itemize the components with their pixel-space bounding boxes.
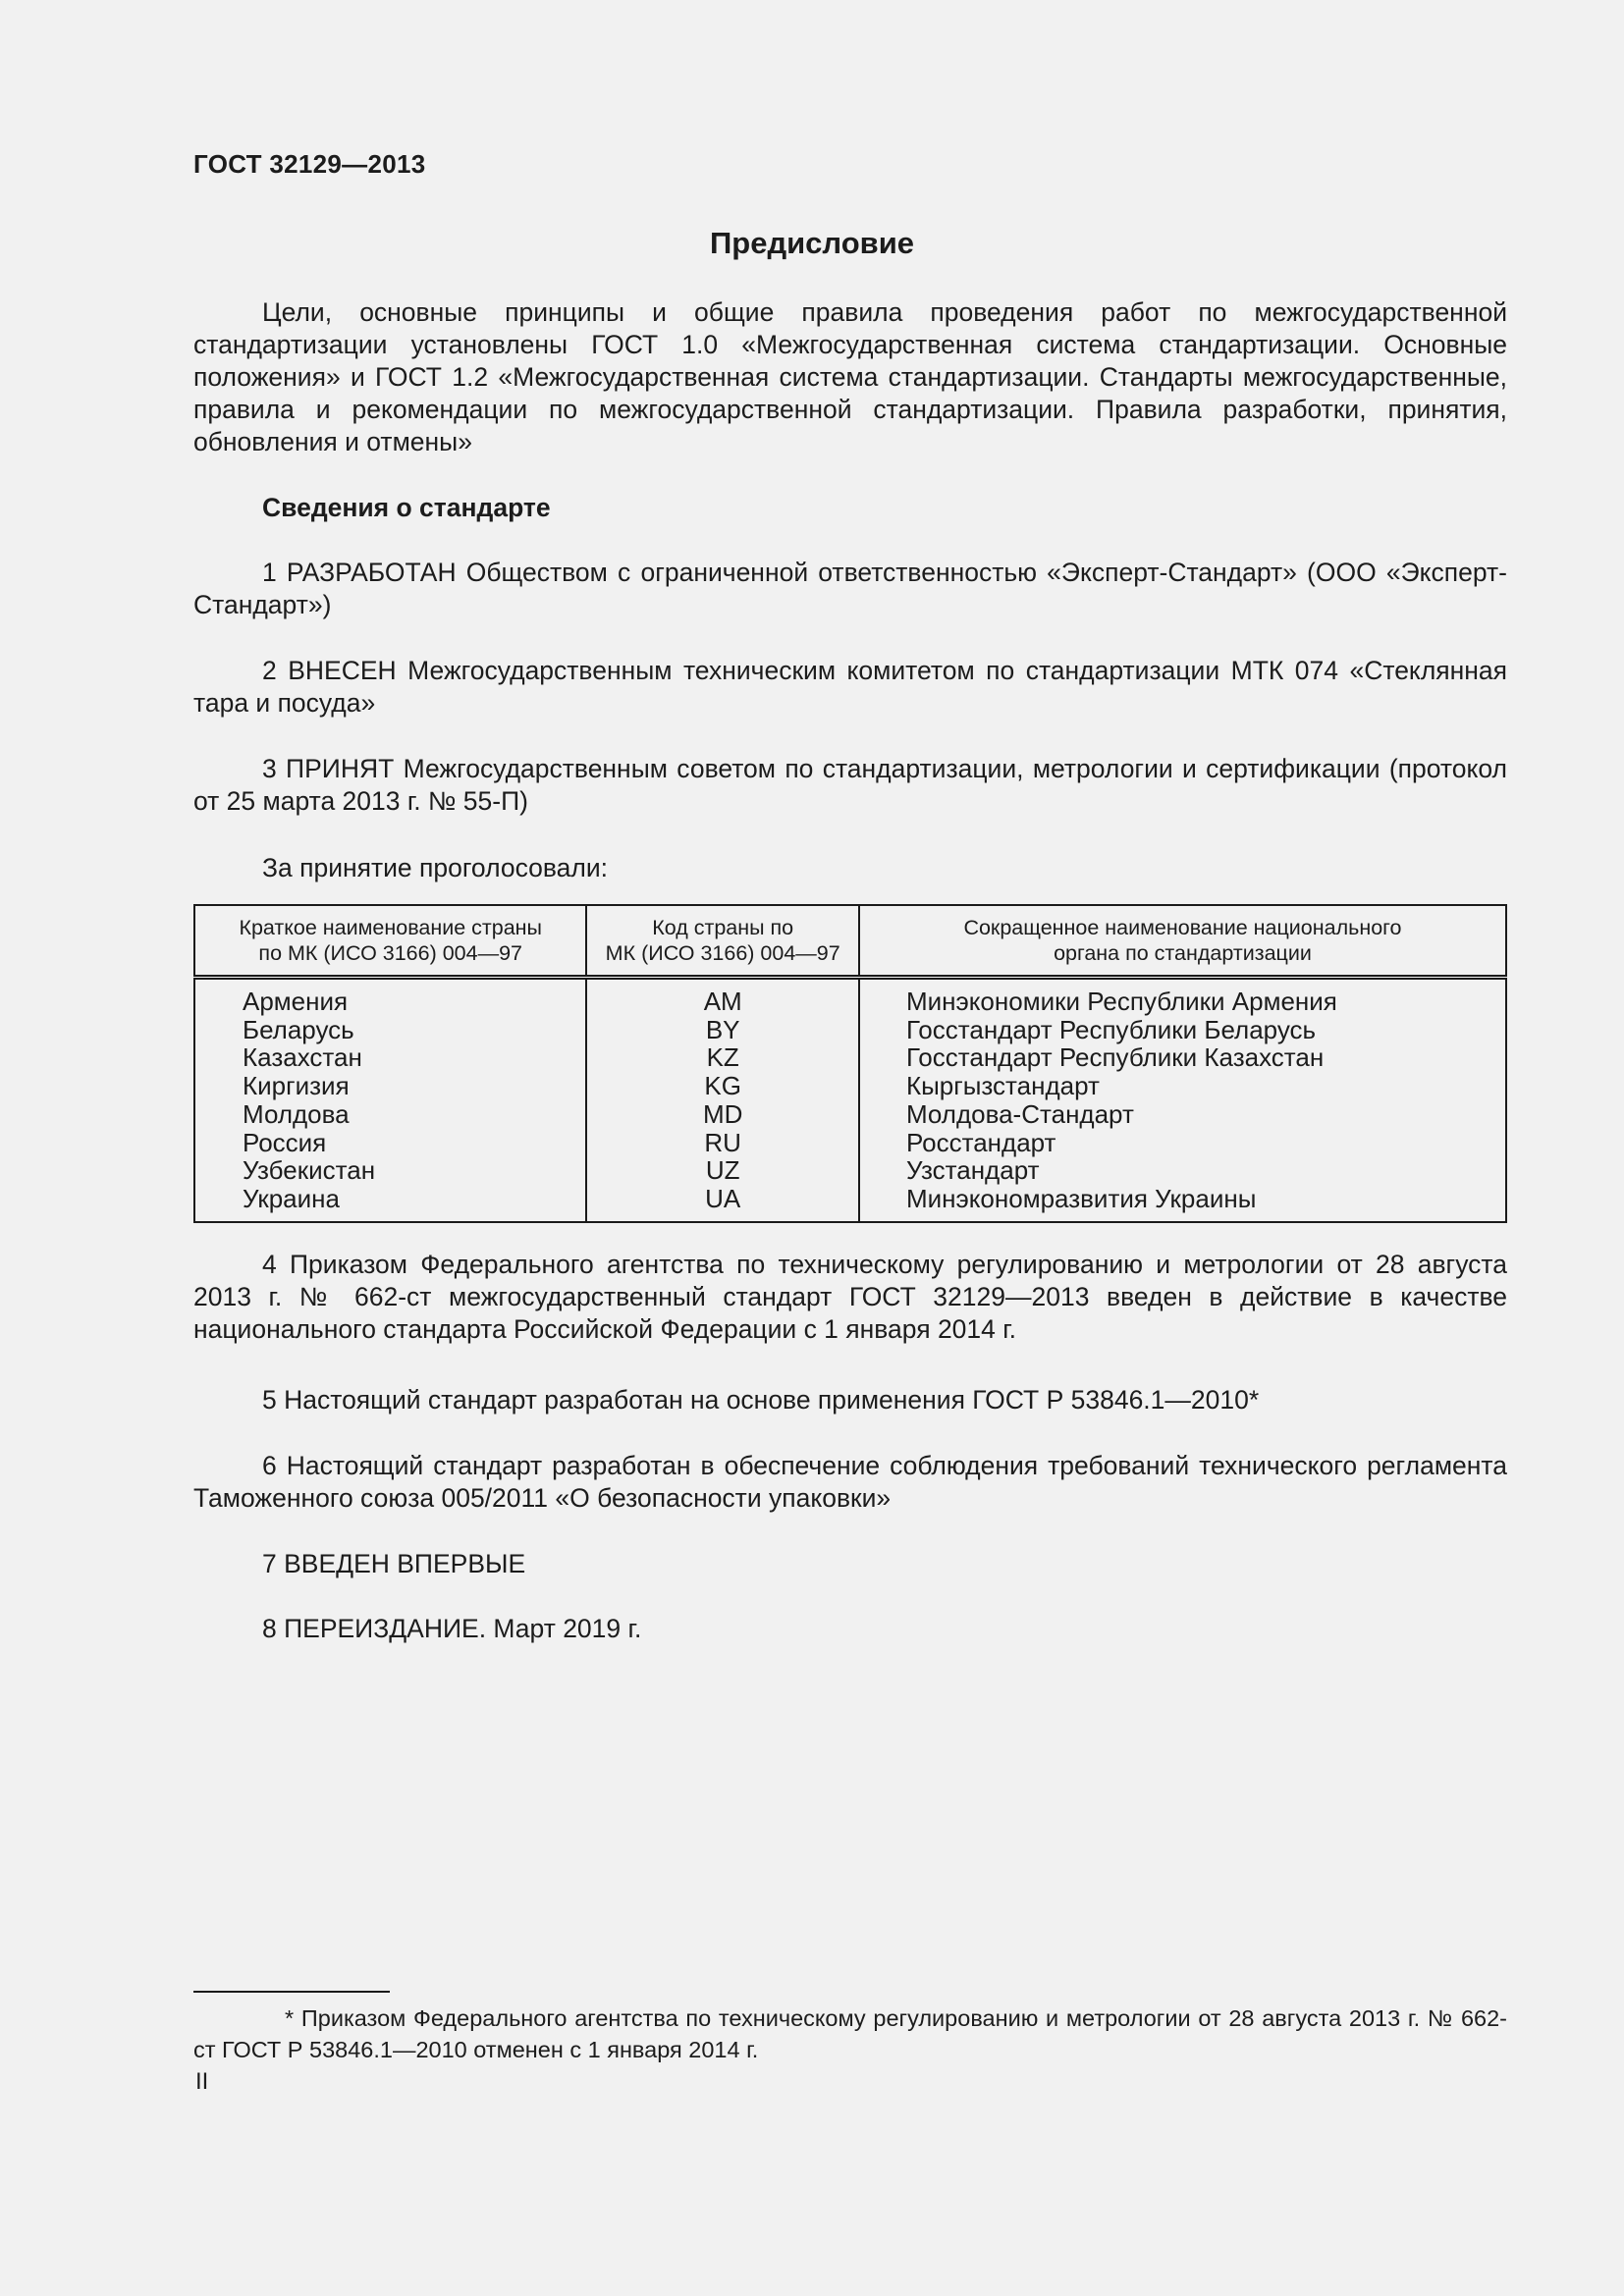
- header-code-line-2: МК (ИСО 3166) 004—97: [605, 941, 840, 965]
- country-cell: Узбекистан: [194, 1156, 586, 1185]
- item-6-block: [193, 1450, 1507, 1515]
- section-subheading: Сведения о стандарте: [262, 493, 551, 522]
- table-row: [194, 1016, 1506, 1044]
- subheading-block: [193, 492, 1507, 524]
- table-header-row: [194, 905, 1506, 978]
- footnote-divider: [193, 1991, 390, 1993]
- item-2-block: [193, 655, 1507, 720]
- vote-label: За принятие проголосовали:: [262, 853, 609, 882]
- item-8: 8 ПЕРЕИЗДАНИЕ. Март 2019 г.: [262, 1614, 642, 1643]
- table-row: [194, 978, 1506, 1016]
- code-cell: KZ: [586, 1043, 859, 1072]
- country-cell: Россия: [194, 1129, 586, 1157]
- vote-label-block: [193, 852, 1507, 884]
- code-cell: BY: [586, 1016, 859, 1044]
- code-cell: UA: [586, 1185, 859, 1222]
- item-4-block: [193, 1249, 1507, 1346]
- code-cell: KG: [586, 1072, 859, 1100]
- country-cell: Киргизия: [194, 1072, 586, 1100]
- intro-block: [193, 296, 1507, 458]
- item-1: 1 РАЗРАБОТАН Обществом с ограниченной ответственностью «Эксперт-Стандарт» (ООО «Эксперт-Стандарт»): [193, 558, 1507, 619]
- code-cell: RU: [586, 1129, 859, 1157]
- country-cell: Беларусь: [194, 1016, 586, 1044]
- code-cell: UZ: [586, 1156, 859, 1185]
- body-cell: Молдова-Стандарт: [859, 1100, 1506, 1129]
- item-7-block: [193, 1548, 1507, 1580]
- page-title: Предисловие: [709, 226, 914, 260]
- body-cell: Узстандарт: [859, 1156, 1506, 1185]
- document-header: ГОСТ 32129—2013: [193, 149, 426, 179]
- table-row: [194, 1100, 1506, 1129]
- member-states-table: [193, 904, 1507, 1223]
- item-1-block: [193, 557, 1507, 621]
- body-cell: Госстандарт Республики Беларусь: [859, 1016, 1506, 1044]
- body-cell: Госстандарт Республики Казахстан: [859, 1043, 1506, 1072]
- country-cell: Казахстан: [194, 1043, 586, 1072]
- table-row: [194, 1129, 1506, 1157]
- country-cell: Молдова: [194, 1100, 586, 1129]
- item-3-block: [193, 753, 1507, 818]
- item-5: 5 Настоящий стандарт разработан на основе применения ГОСТ Р 53846.1—2010*: [262, 1385, 1260, 1415]
- header-body-line-1: Сокращенное наименование национального: [963, 916, 1402, 939]
- footnote: * Приказом Федерального агентства по техническому регулированию и метрологии от 28 августа 2013 г. № 662-ст ГОСТ Р 53846.1—2010 отменен с 1 января 2014 г.: [193, 2005, 1507, 2062]
- header-body: [859, 905, 1506, 978]
- body-cell: Росстандарт: [859, 1129, 1506, 1157]
- table-row: [194, 1185, 1506, 1222]
- header-body-line-2: органа по стандартизации: [1054, 941, 1312, 965]
- table-row: [194, 1072, 1506, 1100]
- header-code-line-1: Код страны по: [652, 916, 794, 939]
- body-cell: Минэкономики Республики Армения: [859, 978, 1506, 1016]
- code-cell: MD: [586, 1100, 859, 1129]
- item-4: 4 Приказом Федерального агентства по техническому регулированию и метрологии от 28 августа 2013 г. № 662-ст межгосударственный стандарт ГОСТ 32129—2013 введен в действие в качестве национального стандарта Российской Федерации с 1 января 2014 г.: [193, 1250, 1507, 1344]
- item-3: 3 ПРИНЯТ Межгосударственным советом по стандартизации, метрологии и сертификации (протокол от 25 марта 2013 г. № 55-П): [193, 754, 1507, 816]
- code-cell: AM: [586, 978, 859, 1016]
- item-2: 2 ВНЕСЕН Межгосударственным техническим комитетом по стандартизации МТК 074 «Стеклянная тара и посуда»: [193, 656, 1507, 718]
- body-cell: Кыргызстандарт: [859, 1072, 1506, 1100]
- header-country-line-2: по МК (ИСО 3166) 004—97: [258, 941, 523, 965]
- country-cell: Украина: [194, 1185, 586, 1222]
- header-code: [586, 905, 859, 978]
- header-country-line-1: Краткое наименование страны: [239, 916, 542, 939]
- intro-paragraph: Цели, основные принципы и общие правила проведения работ по межгосударственной стандартизации установлены ГОСТ 1.0 «Межгосударственная система стандартизации. Основные положения» и ГОСТ 1.2 «Межгосударственная система стандартизации. Стандарты межгосударственные, правила и рекомендации по межгосударственной стандартизации. Правила разработки, принятия, обновления и отмены»: [193, 297, 1507, 456]
- table-row: [194, 1156, 1506, 1185]
- country-cell: Армения: [194, 978, 586, 1016]
- table-row: [194, 1043, 1506, 1072]
- header-country: [194, 905, 586, 978]
- item-6: 6 Настоящий стандарт разработан в обеспечение соблюдения требований технического регламента Таможенного союза 005/2011 «О безопасности упаковки»: [193, 1451, 1507, 1513]
- body-cell: Минэкономразвития Украины: [859, 1185, 1506, 1222]
- page-number: II: [195, 2068, 209, 2095]
- item-5-block: [193, 1384, 1507, 1416]
- item-8-block: [193, 1613, 1507, 1645]
- item-7: 7 ВВЕДЕН ВПЕРВЫЕ: [262, 1549, 526, 1578]
